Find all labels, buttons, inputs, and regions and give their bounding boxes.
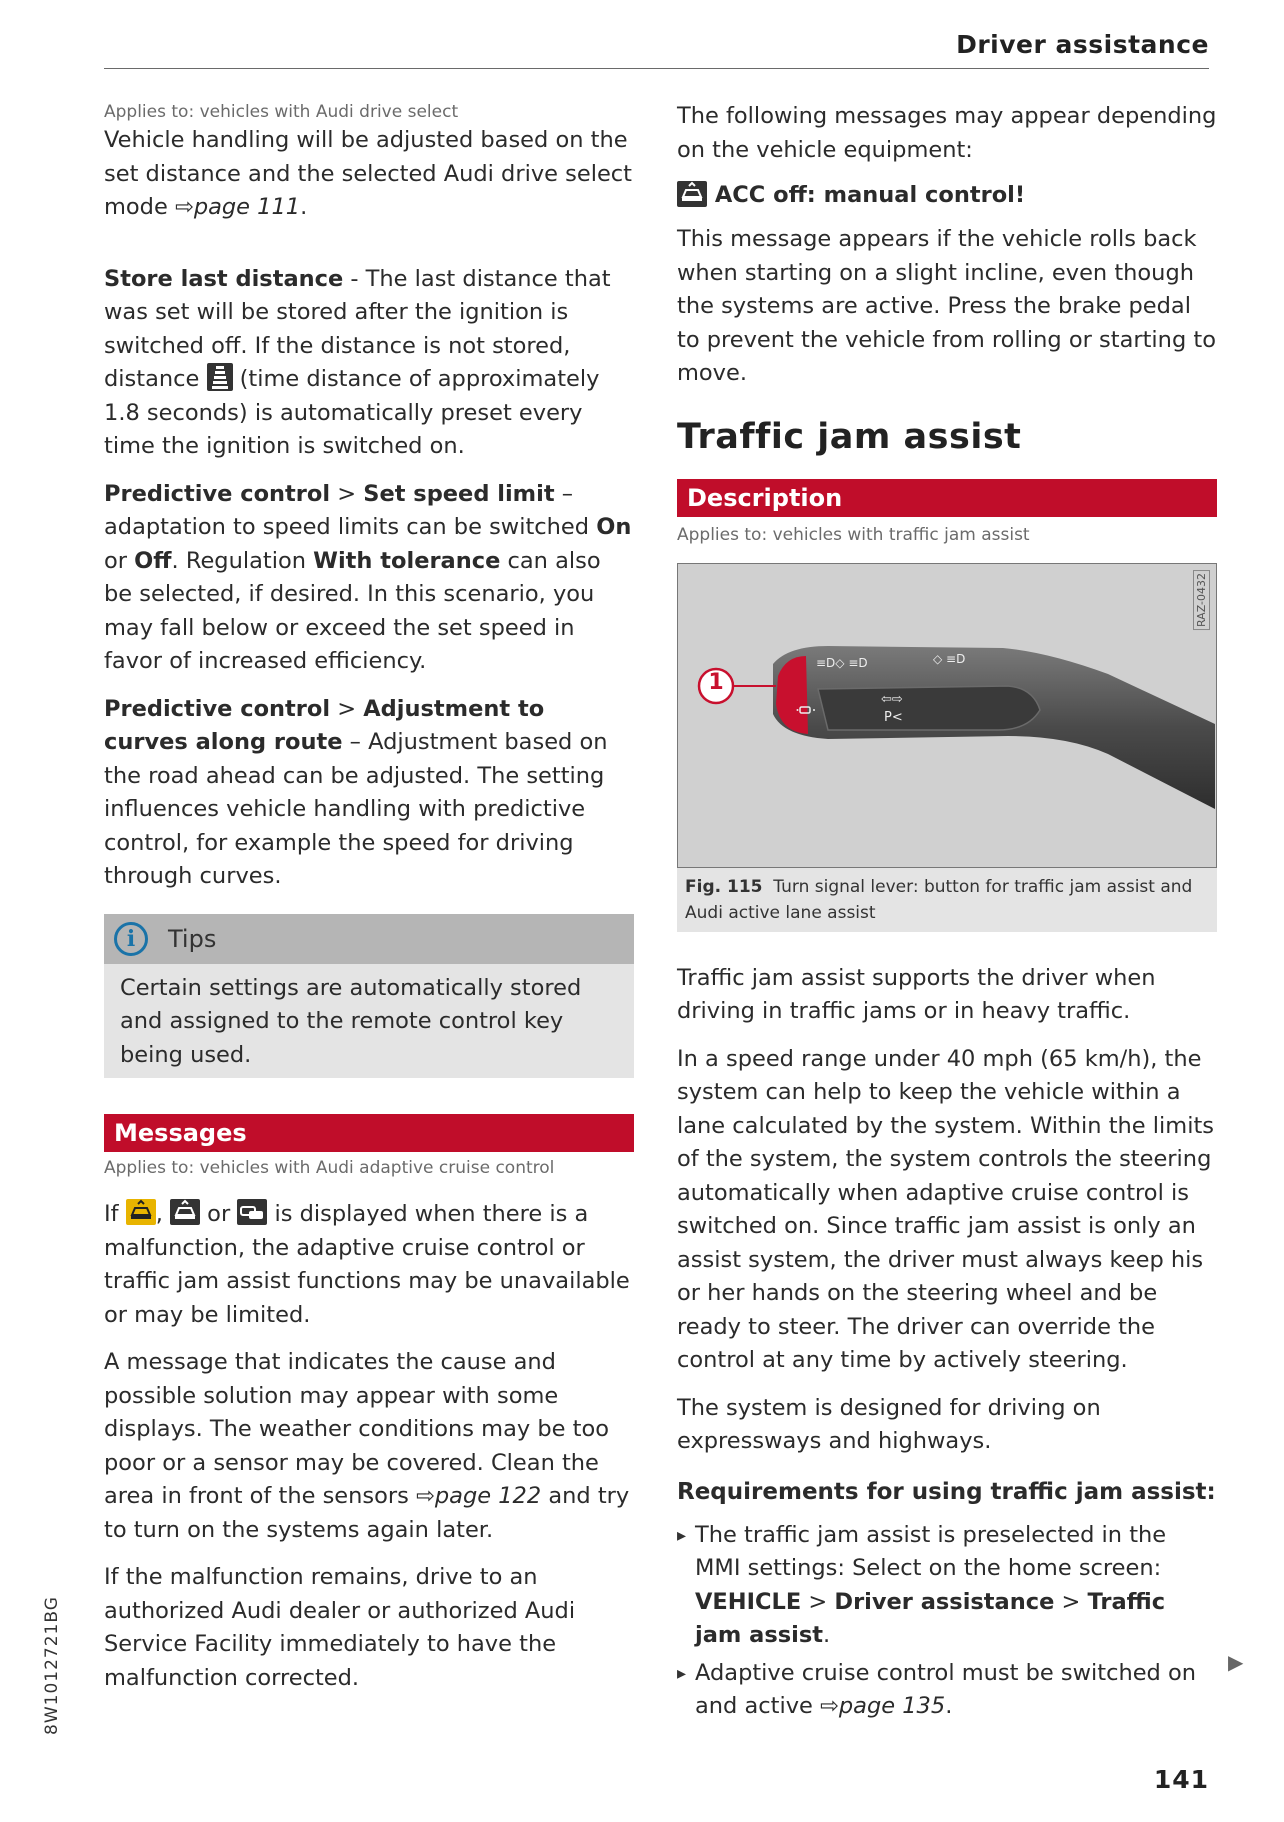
predictive-control-label: Predictive control	[104, 480, 331, 507]
acc-off-heading	[677, 179, 1217, 211]
lever-label-pc: P<	[884, 709, 903, 725]
tips-body	[104, 964, 634, 1079]
acc-off-paragraph: This message appears if the vehicle rolls back when starting on a slight incline, even though the systems are active. Press the brake pedal to prevent the vehicle from rolling or starting to move.	[677, 226, 1216, 386]
tja-support-paragraph: Traffic jam assist supports the driver when driving in traffic jams or in heavy traffic.	[677, 964, 1156, 1024]
text: can also be selected, if desired. In this scenario, you may fall below or exceed the set speed in favor of increased efficiency.	[104, 547, 601, 674]
lever-label-arrows: ⇦⇨	[881, 691, 903, 707]
predictive-control-label: Predictive control	[104, 695, 331, 722]
text: - The last distance that was set will be stored after the ignition is switched off. If the distance is not stored, distance	[104, 265, 611, 392]
tips-header	[104, 914, 634, 964]
store-last-distance-paragraph	[104, 263, 634, 464]
text: and try to turn on the systems again later.	[104, 1483, 630, 1543]
page-ref-111[interactable]: ⇨page 111	[174, 194, 301, 220]
page-ref-135[interactable]: ⇨page 135	[820, 1693, 946, 1719]
lever-label-top2: ◇ ≡D	[933, 651, 966, 666]
figure-turn-signal-lever	[677, 563, 1217, 868]
speed-limit-paragraph	[104, 478, 634, 679]
applies-drive-select: Applies to: vehicles with Audi drive select	[104, 102, 459, 122]
right-column	[677, 100, 1217, 1724]
figure-caption	[677, 868, 1217, 932]
acc-off-icon	[677, 181, 707, 207]
text: .	[823, 1622, 831, 1648]
text: .	[300, 194, 308, 220]
page-ref-122[interactable]: ⇨page 122	[416, 1483, 542, 1509]
applies-traffic-jam: Applies to: vehicles with traffic jam assist	[677, 524, 1030, 545]
text: is displayed when there is a malfunction, the adaptive cruise control or traffic jam assist functions may be unavailable or may be limited.	[104, 1201, 630, 1328]
left-column	[104, 100, 634, 1695]
acc-off-icon	[170, 1199, 200, 1225]
set-speed-limit-label: Set speed limit	[363, 480, 555, 507]
text: .	[945, 1693, 953, 1719]
text: – adaptation to speed limits can be switched	[104, 480, 597, 540]
traffic-jam-assist-icon	[237, 1199, 267, 1225]
requirement-bullet-mmi	[677, 1519, 1217, 1653]
off-label: Off	[134, 547, 172, 574]
text: A message that indicates the cause and possible solution may appear with some displays. The weather conditions may be too poor or a sensor may be covered. Clean the area in front of the sensors	[104, 1349, 609, 1509]
adjustment-curves-label: Adjustment to curves along route	[104, 695, 545, 755]
separator: >	[330, 695, 364, 722]
figure-caption-text: Turn signal lever: button for traffic jam assist and Audi active lane assist	[685, 876, 1193, 923]
text: The traffic jam assist is preselected in the MMI settings: Select on the home screen:	[695, 1521, 1167, 1581]
separator: >	[330, 480, 364, 507]
tips-text: Certain settings are automatically stored and assigned to the remote control key being used.	[120, 974, 582, 1068]
distance-bars-icon	[207, 363, 233, 391]
acc-off-title: ACC off: manual control!	[714, 182, 1026, 208]
text: Vehicle handling will be adjusted based on the set distance and the selected Audi drive select mode	[104, 127, 633, 220]
traffic-jam-button-icon	[796, 700, 816, 710]
message-cause-paragraph	[104, 1346, 634, 1547]
text: ,	[155, 1201, 171, 1227]
requirement-bullet-acc	[677, 1657, 1217, 1724]
store-last-distance-label: Store last distance	[104, 265, 344, 292]
page-number: 141	[1153, 1765, 1209, 1794]
section-title: Traffic jam assist	[677, 416, 1022, 457]
text: or	[200, 1201, 238, 1227]
text: (time distance of approximately 1.8 seconds) is automatically preset every time the ignition is switched on.	[104, 366, 600, 459]
text: Adaptive cruise control must be switched on and active	[695, 1659, 1197, 1719]
separator: >	[1054, 1588, 1088, 1615]
tja-expressways-paragraph: The system is designed for driving on expressways and highways.	[677, 1394, 1101, 1454]
menu-driver-assistance: Driver assistance	[834, 1588, 1055, 1615]
figure-code: RAZ-0432	[1193, 570, 1210, 630]
separator: >	[801, 1588, 835, 1615]
malfunction-paragraph	[104, 1198, 634, 1332]
tips-box	[104, 914, 634, 1079]
continue-arrow-icon: ▶	[1228, 1650, 1244, 1674]
curves-paragraph	[104, 693, 634, 894]
lever-label-top: ≡D◇ ≡D	[816, 655, 868, 670]
description-section-bar: Description	[677, 479, 1217, 517]
messages-section-bar: Messages	[104, 1114, 634, 1152]
tips-title: Tips	[168, 924, 217, 953]
text: or	[104, 547, 135, 574]
document-code: 8W1012721BG	[42, 1596, 62, 1735]
info-icon: i	[114, 922, 148, 956]
header-rule	[104, 68, 1209, 69]
requirements-title: Requirements for using traffic jam assist:	[677, 1478, 1216, 1505]
text: – Adjustment based on the road ahead can be adjusted. The setting influences vehicle handling with predictive control, for example the speed for driving through curves.	[104, 729, 608, 889]
header-title: Driver assistance	[956, 30, 1209, 59]
applies-acc: Applies to: vehicles with Audi adaptive cruise control	[104, 1158, 555, 1178]
text: If	[104, 1201, 126, 1227]
menu-vehicle: VEHICLE	[695, 1588, 802, 1615]
text: . Regulation	[171, 547, 314, 574]
callout-1: 1	[708, 669, 724, 695]
lever-illustration	[678, 564, 1215, 866]
menu-traffic-jam-assist: Traffic jam assist	[695, 1588, 1166, 1648]
on-label: On	[596, 514, 632, 540]
malfunction-remains-paragraph: If the malfunction remains, drive to an authorized Audi dealer or authorized Audi Service Facility immediately to have the malfunction corrected.	[104, 1564, 576, 1691]
drive-select-paragraph	[104, 124, 634, 225]
intro-paragraph: The following messages may appear depending on the vehicle equipment:	[677, 103, 1217, 163]
acc-warning-yellow-icon	[126, 1199, 156, 1225]
tja-speed-range-paragraph: In a speed range under 40 mph (65 km/h), the system can help to keep the vehicle within a lane calculated by the system. Within the limits of the system, the system controls the steering automatically when adaptive cruise control is switched on. Since traffic jam assist is only an assist system, the driver must always keep his or her hands on the steering wheel and be ready to steer. The driver can override the control at any time by actively steering.	[677, 1045, 1214, 1373]
with-tolerance-label: With tolerance	[313, 547, 501, 574]
figure-label: Fig. 115	[685, 876, 763, 897]
